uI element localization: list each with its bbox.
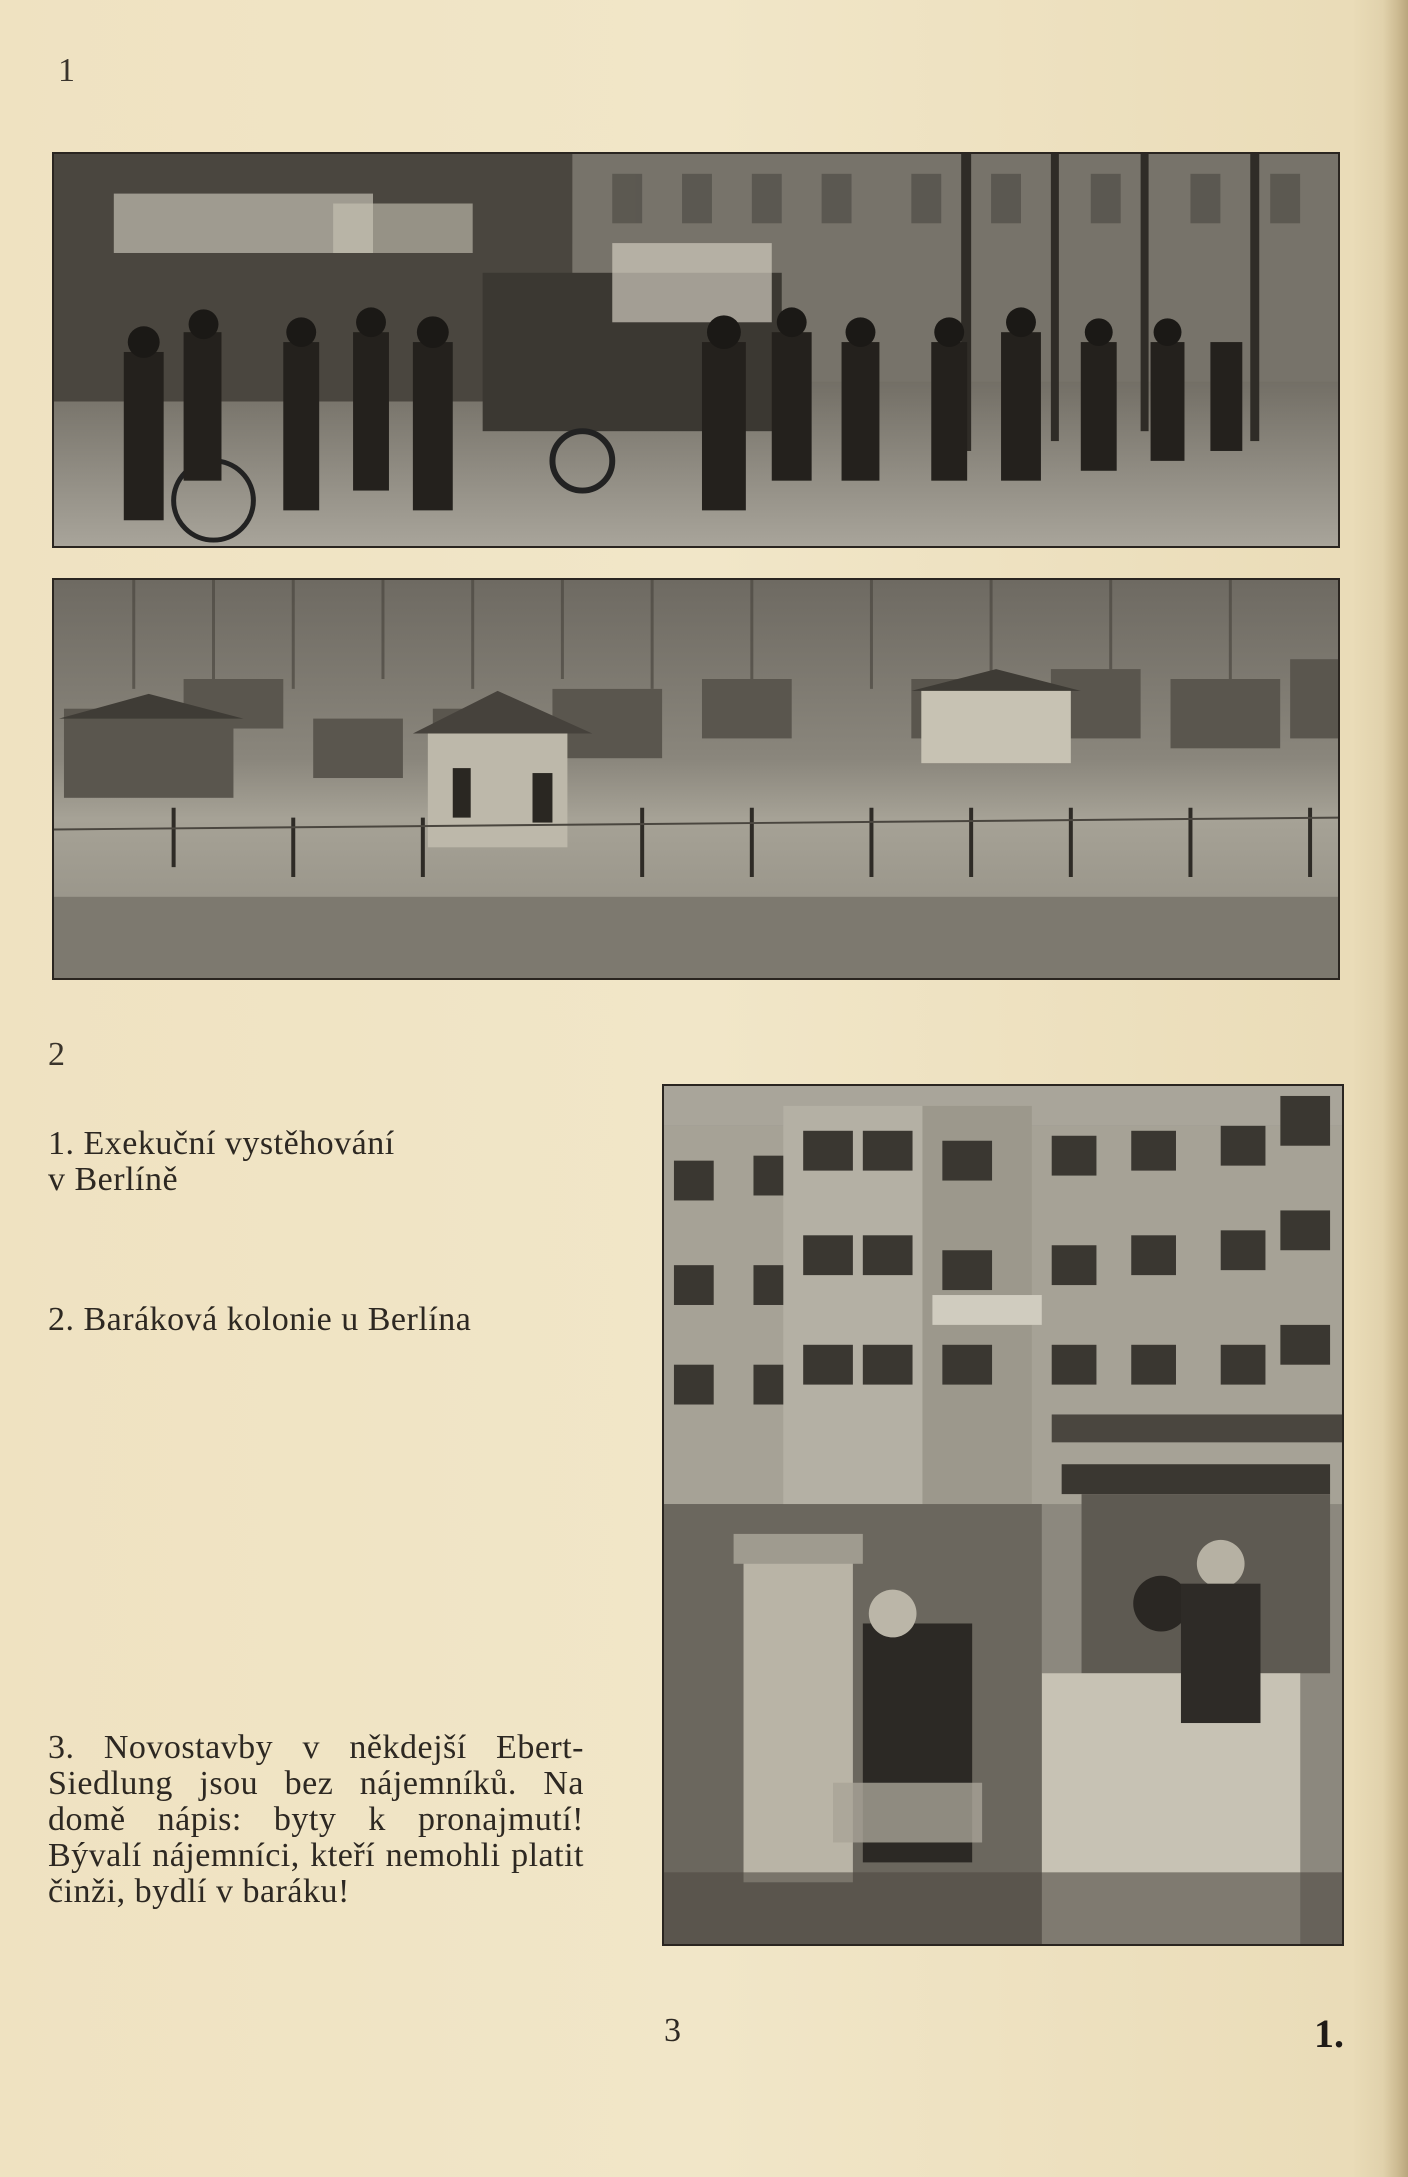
figure-number-2: 2 [48,1036,65,1073]
figure-number-1: 1 [58,52,75,89]
caption-1-line-1: 1. Exekuční vystěhování [48,1125,395,1162]
barrack-colony-photo [52,578,1340,980]
eviction-photo [52,152,1340,548]
caption-1-line-2: v Berlíně [48,1161,179,1198]
book-spine-edge [1382,0,1408,2177]
caption-1 [48,1126,608,1198]
caption-3: 3. Novostavby v někdejší Ebert-Siedlung jsou bez nájemníků. Na domě nápis: byty k pronajmutí! Bývalí nájemníci, kteří nemohli platit činži, bydlí v baráku! [48,1729,584,1910]
page-number: 3 [664,2012,681,2049]
caption-2: 2. Baráková kolonie u Berlína [48,1301,472,1338]
signature-mark: 1. [1314,2011,1344,2056]
new-buildings-photo [662,1084,1344,1946]
